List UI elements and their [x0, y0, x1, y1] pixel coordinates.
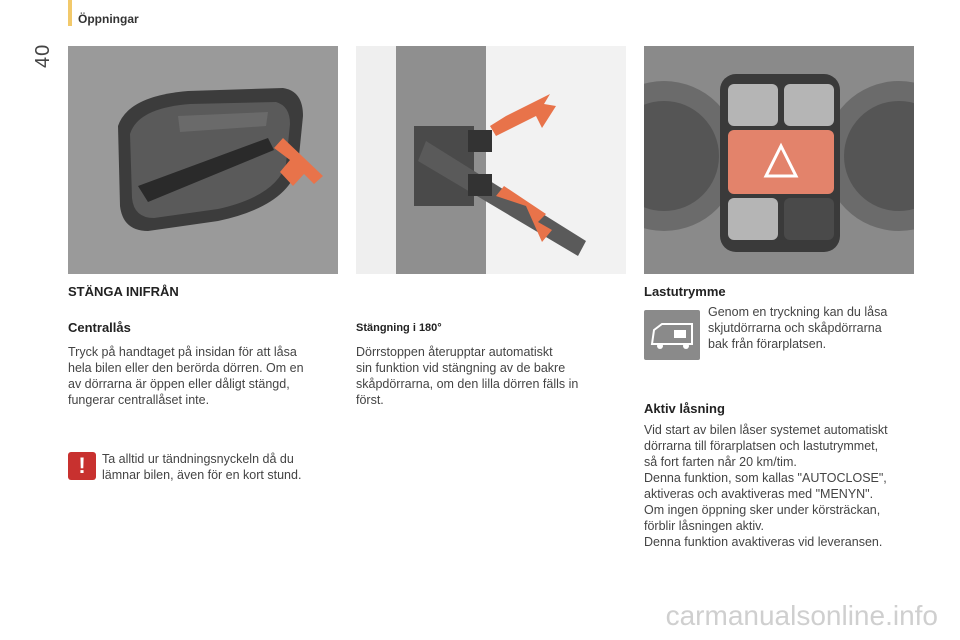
page-number: 40 — [32, 43, 54, 68]
door-stop-photo — [356, 46, 626, 274]
active-lock-heading: Aktiv låsning — [644, 401, 725, 416]
door-handle-photo — [68, 46, 338, 274]
door-stop-heading: Stängning i 180° — [356, 322, 442, 334]
cargo-heading: Lastutrymme — [644, 284, 726, 299]
cargo-text: Genom en tryckning kan du låsa skjutdörrarna och skåpdörrarna bak från förarplatsen. — [708, 305, 888, 351]
central-lock-heading: Centrallås — [68, 320, 131, 335]
van-lock-icon — [644, 310, 700, 360]
section-accent-bar — [68, 0, 72, 26]
watermark: carmanualsonline.info — [665, 600, 938, 631]
section-heading: STÄNGA INIFRÅN — [68, 284, 179, 299]
warning-icon: ! — [68, 452, 96, 480]
active-lock-text: Vid start av bilen låser systemet automatiskt dörrarna till förarplatsen och lastutrymmet, så fort farten når 20 km/tim. Denna funktion, som kallas "AUTOCLOSE", aktiveras och avaktiveras med "MENYN". Om ingen öppning sker under körsträckan, förblir låsningen aktiv. Denna funktion avaktiveras vid leveransen. — [644, 423, 888, 549]
dashboard-buttons-photo — [644, 46, 914, 274]
central-lock-text: Tryck på handtaget på insidan för att låsa hela bilen eller den berörda dörren. Om en av dörrarna är öppen eller dåligt stängd, fungerar centrallåset inte. — [68, 345, 304, 407]
door-stop-text: Dörrstoppen återupptar automatiskt sin funktion vid stängning av de bakre skåpdörrarna, om den lilla dörren fälls in först. — [356, 345, 579, 407]
section-title: Öppningar — [78, 12, 139, 26]
warning-text: Ta alltid ur tändningsnyckeln då du lämnar bilen, även för en kort stund. — [102, 452, 302, 482]
